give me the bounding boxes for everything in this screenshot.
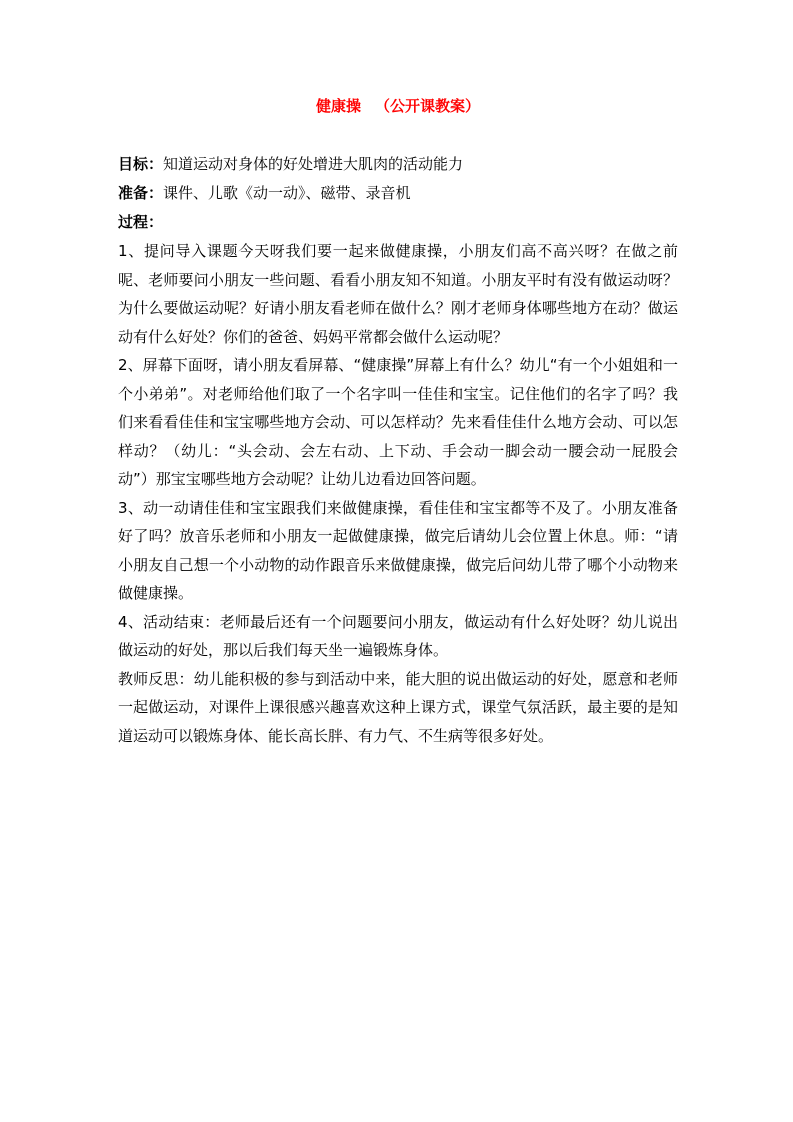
paragraph-reflection: 教师反思：幼儿能积极的参与到活动中来，能大胆的说出做运动的好处，愿意和老师一起做运动，对课件上课很感兴趣喜欢这种上课方式，课堂气氛活跃，最主要的是知道运动可以锻炼身体、能长高长胖、有力气、不生病等很多好处。 [118,669,678,745]
document-page [118,90,678,750]
process-line [118,208,678,237]
paragraph-step-4: 4、活动结束：老师最后还有一个问题要问小朋友，做运动有什么好处呀？幼儿说出做运动的好处，那以后我们每天坐一遍锻炼身体。 [118,612,678,659]
process-label: 过程： [118,213,164,231]
goal-label: 目标： [118,155,164,173]
title-sub: （公开课教案） [375,97,481,115]
prep-text: 课件、儿歌《动一动》、磁带、录音机 [163,184,411,202]
document-title [118,90,678,122]
paragraph-step-3: 3、动一动请佳佳和宝宝跟我们来做健康操，看佳佳和宝宝都等不及了。小朋友准备好了吗？放音乐老师和小朋友一起做健康操，做完后请幼儿会位置上休息。师：“请小朋友自己想一个小动物的动作跟音乐来做健康操，做完后问幼儿带了哪个小动物来做健康操。 [118,498,678,602]
paragraph-step-1: 1、提问导入课题今天呀我们要一起来做健康操，小朋友们高不高兴呀？在做之前呢、老师要问小朋友一些问题、看看小朋友知不知道。小朋友平时有没有做运动呀？为什么要做运动呢？好请小朋友看老师在做什么？刚才老师身体哪些地方在动？做运动有什么好处？你们的爸爸、妈妈平常都会做什么运动呢？ [118,242,678,346]
paragraph-step-2: 2、屏幕下面呀，请小朋友看屏幕、“健康操”屏幕上有什么？幼儿“有一个小姐姐和一个小弟弟”。对老师给他们取了一个名字叫一佳佳和宝宝。记住他们的名字了吗？我们来看看佳佳和宝宝哪些地方会动、可以怎样动？先来看佳佳什么地方会动、可以怎样动？（幼儿：“头会动、会左右动、上下动、手会动一脚会动一腰会动一屁股会动”）那宝宝哪些地方会动呢？让幼儿边看边回答问题。 [118,356,678,488]
prep-label: 准备： [118,184,164,202]
title-main: 健康操 [315,97,361,115]
goal-line [118,150,678,179]
goal-text: 知道运动对身体的好处增进大肌肉的活动能力 [163,155,464,173]
prep-line [118,179,678,208]
